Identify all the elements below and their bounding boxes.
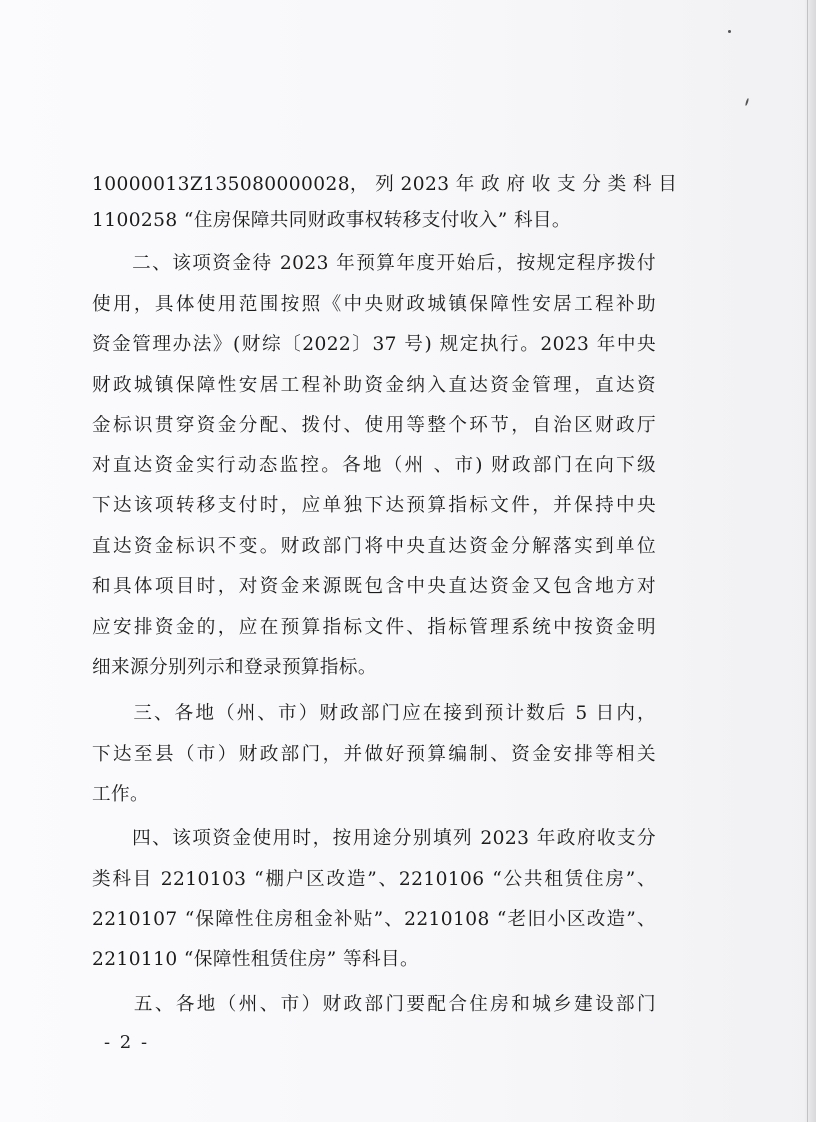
body-line: 使用，具体使用范围按照《中央财政城镇保障性安居工程补助 <box>92 294 656 315</box>
scan-speck <box>728 30 731 33</box>
body-line: 类科目 2210103 “棚户区改造”、2210106 “公共租赁住房”、 <box>92 869 656 890</box>
body-line: 下达该项转移支付时，应单独下达预算指标文件，并保持中央 <box>92 495 656 516</box>
scan-edge-line <box>807 0 808 1122</box>
scan-edge-shadow <box>804 0 816 1122</box>
body-line: 资金管理办法》(财综〔2022〕37 号) 规定执行。2023 年中央 <box>92 334 656 355</box>
body-line: 10000013Z135080000028， 列 2023 年 政 府 收 支 分 类 科 目 <box>92 174 678 195</box>
body-line: 和具体项目时，对资金来源既包含中央直达资金又包含地方对 <box>92 576 656 597</box>
page-number: - 2 - <box>104 1032 150 1053</box>
body-line: 四、该项资金使用时，按用途分别填列 2023 年政府收支分 <box>92 828 656 849</box>
body-line: 三、各地（州、市）财政部门应在接到预计数后 5 日内， <box>92 703 656 724</box>
body-line: 2210107 “保障性住房租金补贴”、2210108 “老旧小区改造”、 <box>92 909 656 930</box>
body-line: 金标识贯穿资金分配、拨付、使用等整个环节，自治区财政厅 <box>92 415 656 436</box>
body-line: 1100258 “住房保障共同财政事权转移支付收入” 科目。 <box>92 210 571 231</box>
body-line: 五、各地（州、市）财政部门要配合住房和城乡建设部门 <box>92 994 656 1015</box>
body-line: 2210110 “保障性租赁住房” 等科目。 <box>92 949 419 970</box>
body-line: 工作。 <box>92 784 149 805</box>
body-line: 应安排资金的，应在预算指标文件、指标管理系统中按资金明 <box>92 617 656 638</box>
body-line: 直达资金标识不变。财政部门将中央直达资金分解落实到单位 <box>92 536 656 557</box>
body-line: 对直达资金实行动态监控。各地（州 、市) 财政部门在向下级 <box>92 455 656 476</box>
body-line: 细来源分别列示和登录预算指标。 <box>92 657 377 678</box>
body-line: 二、该项资金待 2023 年预算年度开始后，按规定程序拨付 <box>92 253 656 274</box>
body-line: 财政城镇保障性安居工程补助资金纳入直达资金管理，直达资 <box>92 375 656 396</box>
scan-speck <box>745 98 749 106</box>
body-line: 下达至县（市）财政部门，并做好预算编制、资金安排等相关 <box>92 744 656 765</box>
